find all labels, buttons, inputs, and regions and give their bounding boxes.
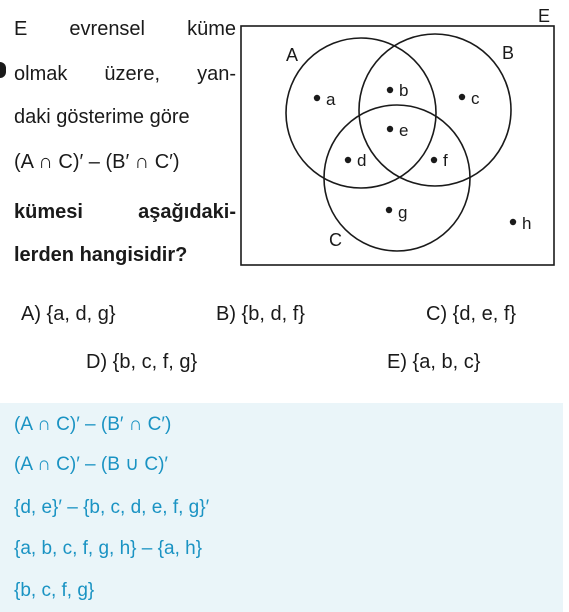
element-label: g: [398, 203, 408, 222]
solution-step-2: (A ∩ C)′ – (B ∪ C)′: [14, 454, 168, 475]
element-dot: [431, 157, 437, 163]
option-c[interactable]: C) {d, e, f}: [426, 303, 517, 325]
element-label: e: [399, 121, 409, 140]
universe-label: E: [537, 8, 550, 26]
question-word: yan-: [197, 63, 236, 85]
element-c: [459, 89, 480, 108]
element-h: [510, 214, 532, 233]
element-label: d: [357, 151, 367, 170]
venn-diagram: [238, 8, 560, 268]
solution-step-5: {b, c, f, g}: [14, 580, 95, 601]
question-word: aşağıdaki-: [138, 201, 236, 223]
option-d[interactable]: D) {b, c, f, g}: [86, 351, 198, 373]
element-dot: [386, 207, 392, 213]
question-word: daki gösterime göre: [14, 106, 190, 128]
element-dot: [345, 157, 351, 163]
solution-step-3: {d, e}′ – {b, c, d, e, f, g}′: [14, 497, 210, 518]
element-a: [314, 90, 336, 109]
question-line-3: [14, 105, 236, 129]
question-bullet-mark: [0, 62, 6, 78]
element-dot: [387, 87, 393, 93]
element-d: [345, 151, 367, 170]
question-word: kümesi: [14, 201, 83, 223]
set-b-label: B: [502, 43, 515, 63]
question-line-2: [14, 62, 236, 86]
element-label: a: [326, 90, 336, 109]
question-word: evrensel: [69, 18, 146, 40]
element-dot: [314, 95, 320, 101]
solution-step-1: (A ∩ C)′ – (B′ ∩ C′): [14, 414, 172, 435]
question-word: lerden hangisidir?: [14, 244, 188, 266]
question-word: (A ∩ C)′ – (B′ ∩ C′): [14, 151, 180, 173]
option-a[interactable]: A) {a, d, g}: [21, 303, 116, 325]
element-label: c: [471, 89, 480, 108]
option-e[interactable]: E) {a, b, c}: [387, 351, 481, 373]
solution-panel: [0, 403, 563, 612]
element-dot: [510, 219, 516, 225]
element-b: [387, 81, 409, 100]
element-label: f: [443, 151, 448, 170]
question-word: üzere,: [104, 63, 161, 85]
question-line-1: [14, 17, 236, 41]
element-f: [431, 151, 448, 170]
element-e: [387, 121, 409, 140]
element-label: h: [522, 214, 532, 233]
element-dot: [459, 94, 465, 100]
question-expression: [14, 150, 236, 174]
question-word: olmak: [14, 63, 68, 85]
question-line-6: [14, 243, 236, 267]
set-c-label: C: [329, 230, 342, 250]
set-a-label: A: [286, 45, 299, 65]
element-label: b: [399, 81, 409, 100]
set-b-circle: [359, 34, 511, 186]
question-line-5: [14, 200, 236, 224]
question-word: küme: [187, 18, 236, 40]
option-b[interactable]: B) {b, d, f}: [216, 303, 305, 325]
solution-step-4: {a, b, c, f, g, h} – {a, h}: [14, 538, 203, 559]
element-g: [386, 203, 408, 222]
question-word: E: [14, 18, 28, 40]
element-dot: [387, 126, 393, 132]
